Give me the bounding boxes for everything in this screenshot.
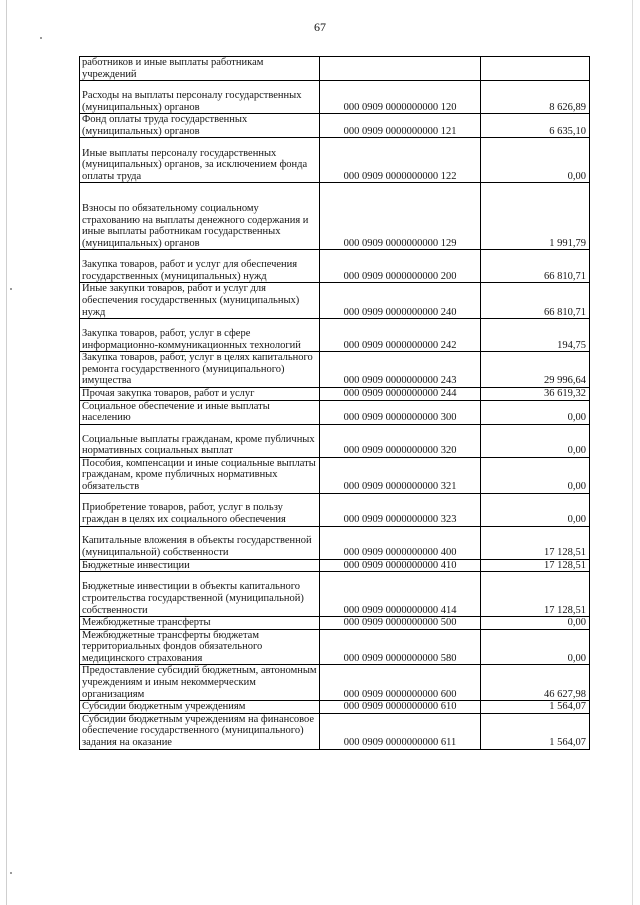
row-amount-cell: 1 564,07 (481, 713, 590, 749)
row-name-cell: Прочая закупка товаров, работ и услуг (80, 387, 320, 400)
row-code-cell: 000 0909 0000000000 400 (320, 526, 481, 559)
row-code-cell: 000 0909 0000000000 321 (320, 457, 481, 493)
row-code-cell: 000 0909 0000000000 242 (320, 319, 481, 352)
table-row (80, 183, 590, 250)
row-name-cell: Социальное обеспечение и иные выплаты населению (80, 400, 320, 424)
row-amount-cell: 0,00 (481, 138, 590, 183)
row-code-cell (320, 57, 481, 81)
row-code-cell: 000 0909 0000000000 580 (320, 629, 481, 665)
row-name-cell: Закупка товаров, работ, услуг в целях капитального ремонта государственного (муниципального) имущества (80, 352, 320, 388)
row-name-cell: Расходы на выплаты персоналу государственных (муниципальных) органов (80, 81, 320, 114)
row-code-cell: 000 0909 0000000000 121 (320, 114, 481, 138)
scan-fleck (40, 37, 42, 39)
row-name-cell: Субсидии бюджетным учреждениям на финансовое обеспечение государственного (муниципального) задания на оказание (80, 713, 320, 749)
table-row (80, 250, 590, 283)
row-name-cell: Иные выплаты персоналу государственных (муниципальных) органов, за исключением фонда оплаты труда (80, 138, 320, 183)
row-name-cell: работников и иные выплаты работникам учреждений (80, 57, 320, 81)
table-row (80, 665, 590, 701)
row-code-cell: 000 0909 0000000000 320 (320, 424, 481, 457)
left-scan-edge (6, 0, 7, 905)
row-name-cell: Иные закупки товаров, работ и услуг для обеспечения государственных (муниципальных) нужд (80, 283, 320, 319)
row-code-cell: 000 0909 0000000000 120 (320, 81, 481, 114)
row-code-cell: 000 0909 0000000000 600 (320, 665, 481, 701)
row-name-cell: Пособия, компенсации и иные социальные выплаты гражданам, кроме публичных нормативных обязательств (80, 457, 320, 493)
row-name-cell: Бюджетные инвестиции в объекты капитального строительства государственной (муниципальной) собственности (80, 572, 320, 617)
row-amount-cell: 66 810,71 (481, 283, 590, 319)
table-row (80, 319, 590, 352)
table-body (80, 57, 590, 750)
table-row (80, 713, 590, 749)
row-amount-cell: 17 128,51 (481, 572, 590, 617)
row-name-cell: Приобретение товаров, работ, услуг в пользу граждан в целях их социального обеспечения (80, 493, 320, 526)
table-row (80, 400, 590, 424)
row-code-cell: 000 0909 0000000000 611 (320, 713, 481, 749)
table-row (80, 701, 590, 714)
row-code-cell: 000 0909 0000000000 244 (320, 387, 481, 400)
table-row (80, 57, 590, 81)
right-scan-edge (632, 0, 633, 905)
table-row (80, 526, 590, 559)
row-amount-cell: 0,00 (481, 457, 590, 493)
table-row (80, 493, 590, 526)
row-amount-cell: 29 996,64 (481, 352, 590, 388)
scan-fleck (10, 872, 12, 874)
row-code-cell: 000 0909 0000000000 610 (320, 701, 481, 714)
row-amount-cell: 36 619,32 (481, 387, 590, 400)
row-code-cell: 000 0909 0000000000 240 (320, 283, 481, 319)
row-amount-cell: 0,00 (481, 493, 590, 526)
row-code-cell: 000 0909 0000000000 410 (320, 559, 481, 572)
table-row (80, 138, 590, 183)
row-amount-cell: 17 128,51 (481, 526, 590, 559)
row-code-cell: 000 0909 0000000000 500 (320, 617, 481, 630)
row-name-cell: Бюджетные инвестиции (80, 559, 320, 572)
row-name-cell: Межбюджетные трансферты бюджетам территориальных фондов обязательного медицинского страхования (80, 629, 320, 665)
row-amount-cell: 6 635,10 (481, 114, 590, 138)
table-row (80, 114, 590, 138)
row-name-cell: Закупка товаров, работ и услуг для обеспечения государственных (муниципальных) нужд (80, 250, 320, 283)
budget-table (79, 56, 590, 750)
scan-fleck (10, 288, 12, 290)
row-amount-cell: 1 564,07 (481, 701, 590, 714)
row-amount-cell: 0,00 (481, 400, 590, 424)
row-name-cell: Межбюджетные трансферты (80, 617, 320, 630)
table-row (80, 424, 590, 457)
table-row (80, 387, 590, 400)
row-amount-cell: 0,00 (481, 629, 590, 665)
table-row (80, 283, 590, 319)
row-amount-cell: 0,00 (481, 424, 590, 457)
row-code-cell: 000 0909 0000000000 300 (320, 400, 481, 424)
row-name-cell: Социальные выплаты гражданам, кроме публичных нормативных социальных выплат (80, 424, 320, 457)
table-row (80, 457, 590, 493)
row-name-cell: Взносы по обязательному социальному страхованию на выплаты денежного содержания и иные выплаты работникам государственных (муниципальных) органов (80, 183, 320, 250)
table-row (80, 352, 590, 388)
row-amount-cell: 194,75 (481, 319, 590, 352)
page-number: 67 (314, 20, 326, 34)
row-amount-cell: 17 128,51 (481, 559, 590, 572)
table-row (80, 559, 590, 572)
row-name-cell: Субсидии бюджетным учреждениям (80, 701, 320, 714)
table-row (80, 572, 590, 617)
row-amount-cell: 8 626,89 (481, 81, 590, 114)
row-amount-cell: 66 810,71 (481, 250, 590, 283)
row-code-cell: 000 0909 0000000000 243 (320, 352, 481, 388)
row-name-cell: Закупка товаров, работ, услуг в сфере информационно-коммуникационных технологий (80, 319, 320, 352)
table-row (80, 629, 590, 665)
row-name-cell: Фонд оплаты труда государственных (муниципальных) органов (80, 114, 320, 138)
row-name-cell: Предоставление субсидий бюджетным, автономным учреждениям и иным некоммерческим организациям (80, 665, 320, 701)
row-code-cell: 000 0909 0000000000 129 (320, 183, 481, 250)
row-code-cell: 000 0909 0000000000 414 (320, 572, 481, 617)
row-amount-cell: 0,00 (481, 617, 590, 630)
row-amount-cell: 46 627,98 (481, 665, 590, 701)
table-row (80, 81, 590, 114)
row-amount-cell: 1 991,79 (481, 183, 590, 250)
row-code-cell: 000 0909 0000000000 200 (320, 250, 481, 283)
table-row (80, 617, 590, 630)
row-name-cell: Капитальные вложения в объекты государственной (муниципальной) собственности (80, 526, 320, 559)
row-amount-cell (481, 57, 590, 81)
row-code-cell: 000 0909 0000000000 122 (320, 138, 481, 183)
row-code-cell: 000 0909 0000000000 323 (320, 493, 481, 526)
